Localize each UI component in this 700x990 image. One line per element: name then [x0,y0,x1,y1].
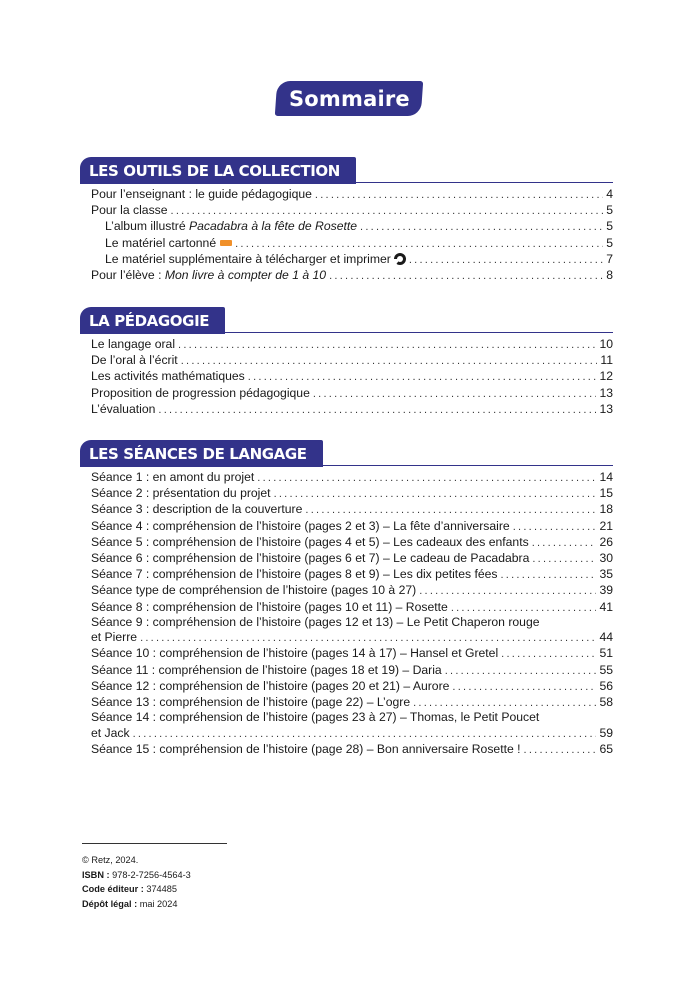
depot-value: mai 2024 [139,898,178,909]
toc-page: 11 [600,353,613,368]
toc-entry[interactable] [91,186,613,202]
toc-label [91,267,326,283]
toc-entry[interactable] [91,385,613,401]
toc-label: Séance 7 : compréhension de l’histoire (pages 8 et 9) – Les dix petites fées [91,567,498,582]
toc-page: 41 [599,599,613,614]
isbn-line [82,868,191,883]
section-header [91,155,613,183]
toc-page: 56 [599,678,613,693]
leader-dots [532,535,597,551]
section-seances [91,438,613,757]
toc-page: 5 [606,203,613,218]
toc-entry[interactable] [91,518,613,534]
toc-page: 26 [599,534,613,549]
toc-label: Proposition de progression pédagogique [91,385,310,400]
toc-entry[interactable] [91,599,613,615]
toc-entry[interactable] [91,485,613,501]
toc-label-continued: et Pierre [91,630,138,645]
toc-page: 8 [606,267,613,282]
toc-page: 39 [599,583,613,598]
section-heading: LES OUTILS DE LA COLLECTION [80,157,356,184]
leader-dots [181,353,598,369]
toc-page: 55 [599,662,613,677]
toc-label: Pour la classe [91,203,168,218]
code-label: Code éditeur : [82,884,144,894]
colophon [82,853,191,911]
toc-label: Séance type de compréhension de l’histoire (pages 10 à 27) [91,583,417,598]
toc-entry[interactable] [91,534,613,550]
leader-dots [501,567,597,583]
toc-label-part: Le matériel supplémentaire à télécharger et imprimer [105,251,391,266]
leader-dots [315,187,603,203]
toc-label: Séance 8 : compréhension de l’histoire (pages 10 et 11) – Rosette [91,599,448,614]
toc-entry[interactable] [91,368,613,384]
leader-dots [305,502,596,518]
toc-label: Séance 13 : compréhension de l’histoire (page 22) – L’ogre [91,694,411,709]
toc-label [105,251,406,267]
toc-label: Séance 1 : en amont du projet [91,470,255,484]
toc-label-italic: Pacadabra à la fête de Rosette [189,219,358,234]
toc-entry-line[interactable] [91,615,613,630]
code-value: 374485 [146,884,177,894]
toc-entry[interactable] [91,662,613,678]
page-title-text: Sommaire [288,86,410,111]
toc-entry[interactable] [91,267,613,283]
toc-entry[interactable] [91,741,613,757]
leader-dots [445,663,597,679]
toc-entry[interactable] [91,352,613,368]
toc-entry[interactable] [91,202,613,218]
toc-label: Séance 15 : compréhension de l’histoire (page 28) – Bon anniversaire Rosette ! [91,741,521,756]
copyright: © Retz, 2024. [82,855,139,865]
toc-entry[interactable] [91,550,613,566]
section-header [91,305,613,333]
depot-line [82,897,191,912]
toc-label-part: Le matériel cartonné [105,235,217,250]
toc-page: 51 [599,646,613,661]
toc-entry[interactable] [91,469,613,485]
leader-dots [140,630,596,646]
isbn-value: 978-2-7256-4564-3 [112,869,191,880]
leader-dots [178,337,596,353]
toc-label: Séance 10 : compréhension de l’histoire (pages 14 à 17) – Hansel et Gretel [91,646,499,661]
toc-entry[interactable] [91,401,613,417]
toc-entry[interactable] [91,235,613,251]
toc-label: Le langage oral [91,337,176,351]
leader-dots [532,551,596,567]
toc-page: 14 [599,470,613,484]
leader-dots [235,236,603,252]
leader-dots [419,583,596,599]
leader-dots [409,252,603,268]
toc-page: 35 [599,567,613,582]
page-title [275,81,423,116]
download-icon [394,253,406,265]
toc-entry[interactable] [91,725,613,741]
toc-page: 59 [599,725,613,740]
leader-dots [501,646,596,662]
toc-entry[interactable] [91,629,613,645]
leader-dots [413,695,596,711]
toc-label: Séance 14 : compréhension de l’histoire (pages 23 à 27) – Thomas, le Petit Poucet [91,710,540,725]
leader-dots [513,519,597,535]
toc-label: Séance 6 : compréhension de l’histoire (pages 6 et 7) – Le cadeau de Pacadabra [91,550,530,565]
section-heading: LA PÉDAGOGIE [80,307,225,334]
toc-label: Séance 3 : description de la couverture [91,502,303,517]
toc-entry[interactable] [91,566,613,582]
leader-dots [257,470,596,486]
toc-label: Séance 12 : compréhension de l’histoire (pages 20 et 21) – Aurore [91,678,450,693]
leader-dots [451,600,597,616]
section-heading: LES SÉANCES DE LANGAGE [80,440,323,467]
leader-dots [313,386,597,402]
toc-entry[interactable] [91,218,613,234]
toc-entry[interactable] [91,251,613,267]
leader-dots [158,402,596,418]
toc-entry[interactable] [91,694,613,710]
cardboard-material-icon [220,240,232,246]
toc-label: L’évaluation [91,401,156,416]
toc-label: Séance 2 : présentation du projet [91,486,271,501]
toc-label: Séance 4 : compréhension de l’histoire (pages 2 et 3) – La fête d’anniversaire [91,518,510,533]
section-pedagogie [91,305,613,417]
toc-label-italic: Mon livre à compter de 1 à 10 [164,267,327,282]
leader-dots [248,369,597,385]
toc-label-part: L’album illustré [105,219,189,234]
toc-page: 13 [599,385,613,400]
toc-entry[interactable] [91,678,613,694]
leader-dots [329,268,603,284]
footer-rule [82,843,227,844]
toc-page: 58 [599,694,613,709]
leader-dots [360,219,603,235]
toc-page: 44 [599,630,613,645]
toc-page: 21 [599,518,613,533]
toc-page: 5 [606,235,613,250]
toc-label [105,218,357,234]
toc-label: Les activités mathématiques [91,369,245,384]
toc-page: 10 [599,337,613,351]
section-header [91,438,613,466]
toc-label-part: Pour l’élève : [91,267,165,282]
toc-label [105,235,232,251]
leader-dots [171,203,604,219]
toc-label: Pour l’enseignant : le guide pédagogique [91,187,312,201]
toc-page: 5 [606,219,613,234]
toc-entry-line[interactable] [91,710,613,725]
toc-label: Séance 11 : compréhension de l’histoire (pages 18 et 19) – Daria [91,662,442,677]
depot-label: Dépôt légal : [82,898,138,909]
toc-label: Séance 9 : compréhension de l’histoire (pages 12 et 13) – Le Petit Chaperon rouge [91,614,540,629]
section-outils [91,155,613,283]
toc-page: 7 [606,251,613,266]
toc-label-continued: et Jack [91,725,130,740]
toc-page: 65 [599,741,613,756]
isbn-label: ISBN : [82,869,110,880]
toc-label: De l’oral à l’écrit [91,353,178,368]
toc-page: 13 [599,401,613,416]
leader-dots [452,679,596,695]
toc-entry[interactable] [91,336,613,352]
toc-entry[interactable] [91,501,613,517]
toc-page: 12 [599,369,613,384]
code-line [82,882,191,897]
toc-page: 30 [599,550,613,565]
leader-dots [274,486,597,502]
leader-dots [133,726,597,742]
toc-page: 18 [599,502,613,517]
toc-label: Séance 5 : compréhension de l’histoire (pages 4 et 5) – Les cadeaux des enfants [91,534,529,549]
toc-entry[interactable] [91,645,613,661]
toc-entry[interactable] [91,582,613,598]
leader-dots [524,742,597,758]
toc-page: 15 [599,486,613,501]
toc-page: 4 [606,187,613,201]
